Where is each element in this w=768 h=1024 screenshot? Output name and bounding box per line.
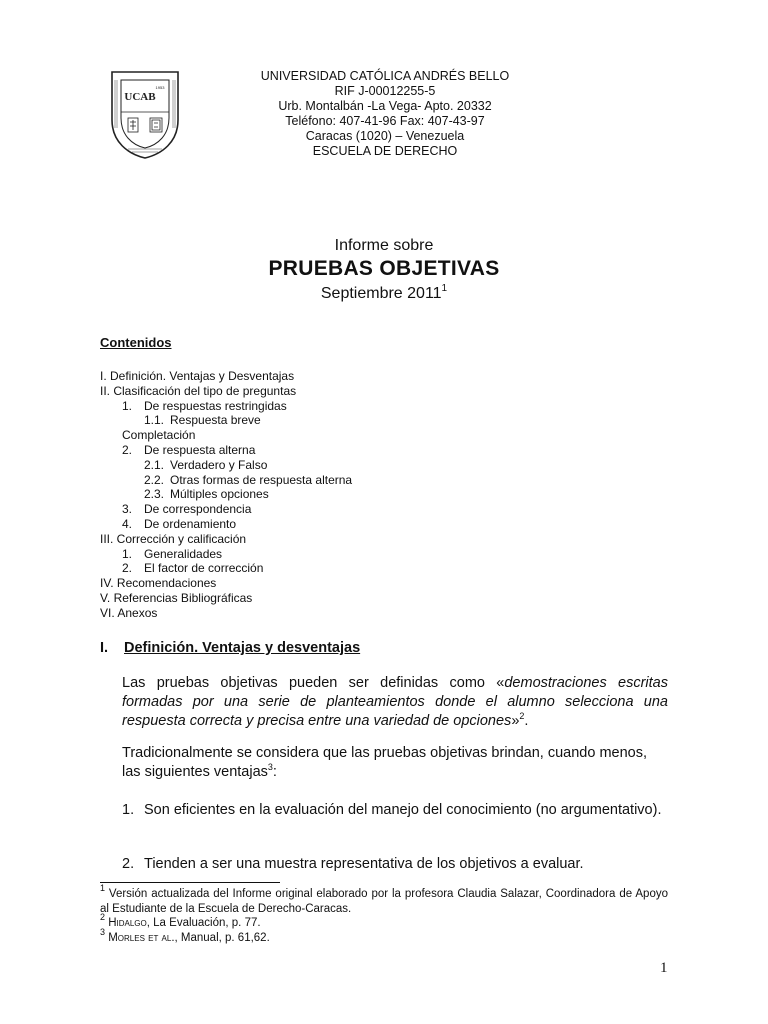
list-item-number: 2. bbox=[122, 856, 135, 872]
toc-item-text: II. Clasificación del tipo de preguntas bbox=[100, 383, 297, 398]
report-title: PRUEBAS OBJETIVAS bbox=[268, 257, 500, 280]
footnote-ref-2[interactable]: 2 bbox=[519, 711, 525, 721]
report-date bbox=[0, 285, 768, 303]
footnote-1 bbox=[100, 883, 668, 916]
list-item bbox=[122, 855, 668, 874]
footnote-text: , Manual, p. 61,62. bbox=[174, 931, 270, 944]
toc-item-number: 3. bbox=[122, 502, 133, 517]
toc-item-text: III. Corrección y calificación bbox=[100, 531, 247, 546]
section-1-number: I. bbox=[100, 640, 109, 656]
toc-item-text: Múltiples opciones bbox=[170, 487, 269, 502]
footnote-ref-3[interactable]: 3 bbox=[267, 762, 273, 772]
toc-item-text: V. Referencias Bibliográficas bbox=[100, 590, 253, 605]
institution-header bbox=[180, 69, 590, 159]
toc-item[interactable] bbox=[100, 547, 352, 562]
toc-item-number: 4. bbox=[122, 516, 133, 531]
toc-item-text: El factor de corrección bbox=[144, 561, 264, 576]
footnote-author: Morles et al. bbox=[108, 931, 175, 944]
footnote-separator bbox=[100, 882, 280, 883]
toc-item-text: De ordenamiento bbox=[144, 516, 237, 531]
toc-item-text: I. Definición. Ventajas y Desventajas bbox=[100, 369, 295, 383]
svg-text:1953: 1953 bbox=[155, 85, 165, 90]
toc-item-text: Completación bbox=[122, 428, 196, 443]
toc-item-text: IV. Recomendaciones bbox=[100, 576, 217, 591]
header-rif: RIF J-00012255-5 bbox=[334, 84, 436, 98]
definition-end: . bbox=[524, 713, 529, 729]
footnote-mark: 2 bbox=[100, 912, 106, 922]
definition-lead: Las pruebas objetivas pueden ser definidas como « bbox=[122, 675, 505, 691]
footnotes bbox=[100, 883, 668, 945]
page-number: 1 bbox=[660, 960, 668, 976]
toc-item-text: De respuestas restringidas bbox=[144, 398, 287, 413]
footnote-2 bbox=[100, 912, 668, 931]
toc-item[interactable] bbox=[100, 384, 352, 399]
toc-item[interactable] bbox=[100, 576, 352, 591]
section-1-title: Definición. Ventajas y desventajas bbox=[124, 640, 361, 656]
footnote-mark: 1 bbox=[100, 883, 106, 893]
header-university-name: UNIVERSIDAD CATÓLICA ANDRÉS BELLO bbox=[260, 69, 510, 83]
toc-item[interactable] bbox=[100, 502, 352, 517]
report-pretitle: Informe sobre bbox=[334, 237, 434, 254]
toc-item-number: 2. bbox=[122, 442, 133, 457]
table-of-contents bbox=[100, 369, 352, 621]
footnote-ref-1[interactable]: 1 bbox=[441, 283, 448, 294]
header-school: ESCUELA DE DERECHO bbox=[312, 144, 458, 158]
toc-item[interactable] bbox=[100, 473, 352, 488]
toc-item-text: Generalidades bbox=[144, 546, 223, 561]
header-phone-fax: Teléfono: 407-41-96 Fax: 407-43-97 bbox=[285, 114, 485, 128]
toc-item-text: VI. Anexos bbox=[100, 605, 158, 620]
toc-item-text: Respuesta breve bbox=[170, 413, 261, 428]
toc-item[interactable] bbox=[100, 517, 352, 532]
toc-item[interactable] bbox=[100, 606, 352, 621]
toc-item[interactable] bbox=[100, 413, 352, 428]
toc-item-number: 2. bbox=[122, 561, 133, 576]
advantages-intro-paragraph bbox=[122, 744, 668, 782]
advantages-intro-text: Tradicionalmente se considera que las pruebas objetivas brindan, cuando menos, las siguientes ventajas bbox=[122, 745, 648, 780]
footnote-author: Hidalgo bbox=[108, 917, 147, 929]
section-1-heading bbox=[100, 640, 360, 656]
toc-item-number: 2.3. bbox=[144, 487, 165, 502]
header-address: Urb. Montalbán -La Vega- Apto. 20332 bbox=[278, 99, 492, 113]
toc-item-number: 1.1. bbox=[144, 413, 165, 428]
toc-item[interactable] bbox=[100, 428, 352, 443]
footnote-mark: 3 bbox=[100, 926, 106, 937]
list-item-number: 1. bbox=[122, 802, 135, 818]
contents-heading: Contenidos bbox=[100, 335, 172, 350]
definition-paragraph bbox=[122, 674, 668, 731]
report-date-text: Septiembre 2011 bbox=[320, 285, 442, 302]
footnote-3 bbox=[100, 926, 668, 946]
toc-item[interactable] bbox=[100, 443, 352, 458]
toc-item-number: 2.1. bbox=[144, 457, 165, 472]
toc-item-text: De correspondencia bbox=[144, 502, 252, 517]
list-item-text: Tienden a ser una muestra representativa de los objetivos a evaluar. bbox=[144, 856, 584, 872]
advantages-intro-end: : bbox=[272, 764, 277, 780]
footnote-text: Versión actualizada del Informe original elaborado por la profesora Claudia Salazar, Coordinadora de Apoyo al Estudiante de la Escuela de Derecho-Caracas. bbox=[100, 888, 668, 915]
footnote-text: , La Evaluación, p. 77. bbox=[146, 917, 261, 929]
toc-item[interactable] bbox=[100, 458, 352, 473]
header-city: Caracas (1020) – Venezuela bbox=[305, 129, 465, 143]
toc-item-text: Verdadero y Falso bbox=[170, 457, 268, 472]
svg-text:UCAB: UCAB bbox=[124, 91, 156, 103]
toc-item-number: 1. bbox=[122, 546, 133, 561]
university-seal-logo bbox=[106, 68, 184, 160]
toc-item[interactable] bbox=[100, 487, 352, 502]
list-item bbox=[122, 801, 668, 820]
definition-quote: demostraciones escritas formadas por una serie de planteamientos donde el alumno selecciona una respuesta correcta y precisa entre una variedad de opciones bbox=[122, 675, 668, 729]
toc-item-number: 1. bbox=[122, 398, 133, 413]
toc-item-text: Otras formas de respuesta alterna bbox=[170, 472, 353, 487]
list-item-text: Son eficientes en la evaluación del manejo del conocimiento (no argumentativo). bbox=[144, 802, 662, 818]
definition-close-quote: » bbox=[511, 713, 520, 729]
toc-item[interactable] bbox=[100, 591, 352, 606]
toc-item[interactable] bbox=[100, 561, 352, 576]
toc-item[interactable] bbox=[100, 369, 352, 384]
toc-item-number: 2.2. bbox=[144, 472, 165, 487]
toc-item-text: De respuesta alterna bbox=[144, 442, 256, 457]
toc-item[interactable] bbox=[100, 532, 352, 547]
toc-item[interactable] bbox=[100, 399, 352, 414]
